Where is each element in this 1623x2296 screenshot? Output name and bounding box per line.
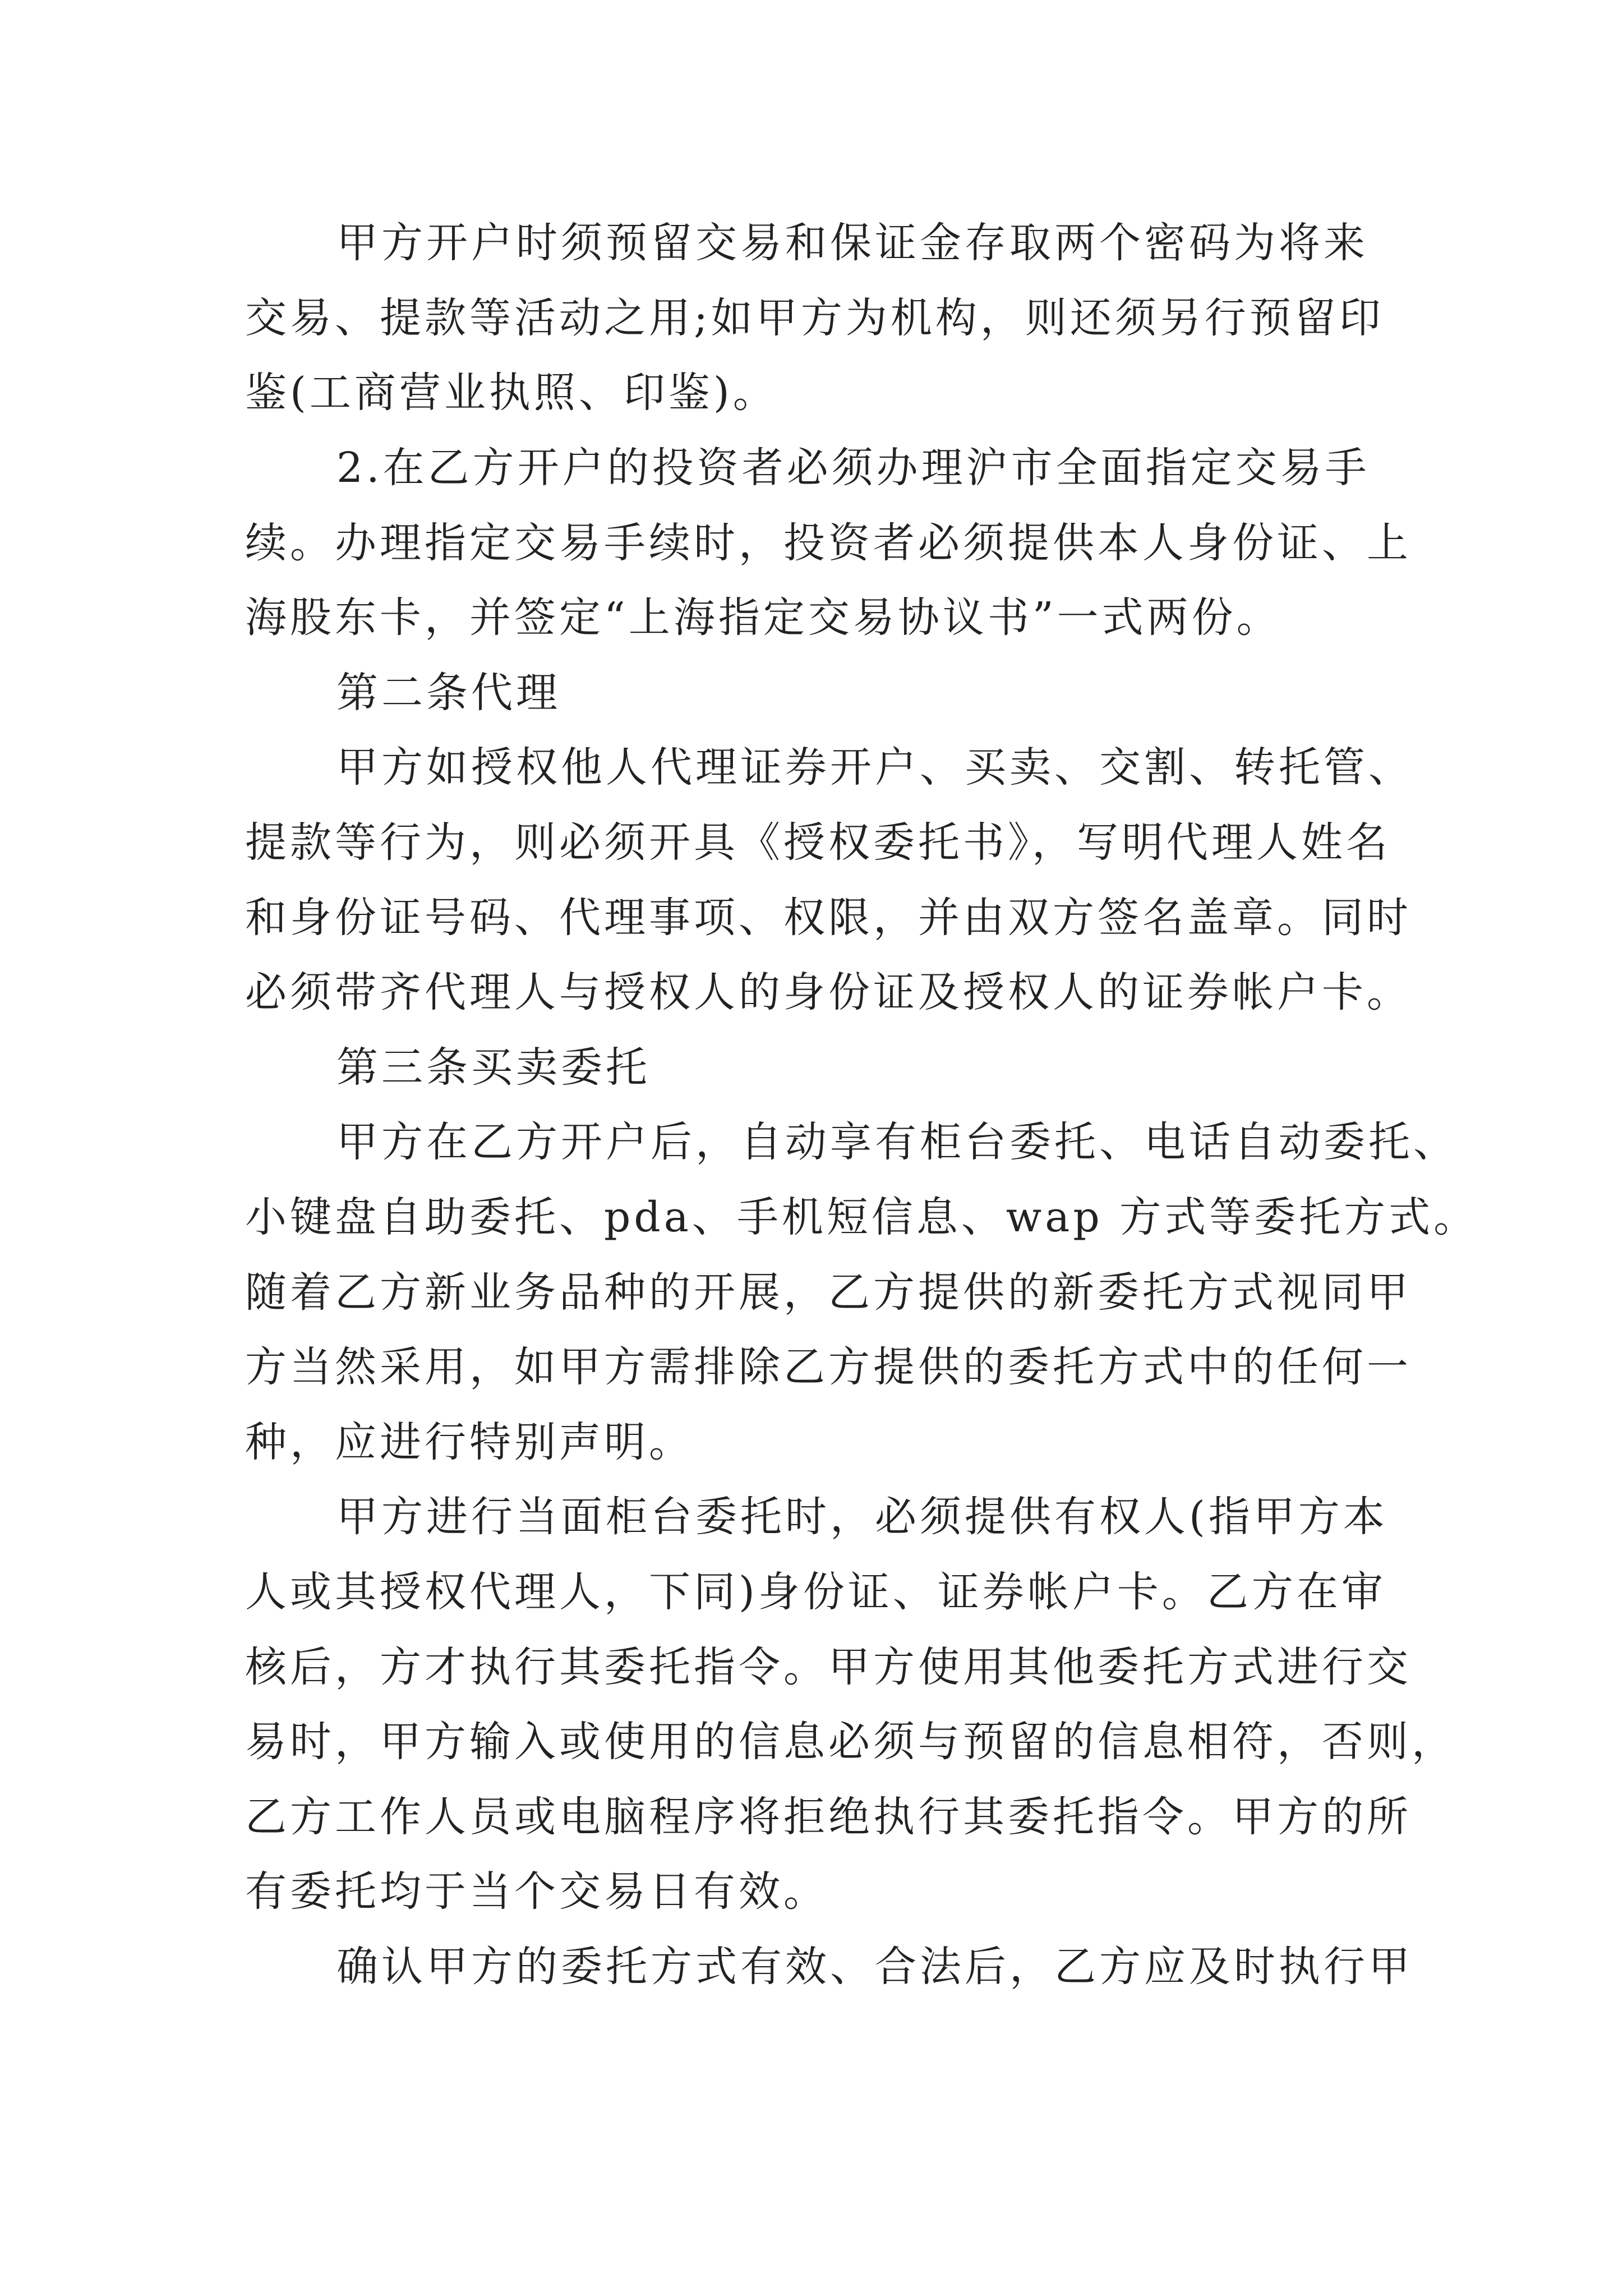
text-line: 核后，方才执行其委托指令。甲方使用其他委托方式进行交 bbox=[245, 1643, 1412, 1691]
text-line: 小键盘自助委托、pda、手机短信息、wap 方式等委托方式。 bbox=[245, 1193, 1479, 1241]
text-line: 确认甲方的委托方式有效、合法后，乙方应及时执行甲 bbox=[336, 1943, 1413, 1991]
text-line: 甲方进行当面柜台委托时，必须提供有权人(指甲方本 bbox=[336, 1493, 1388, 1541]
text-line: 乙方工作人员或电脑程序将拒绝执行其委托指令。甲方的所 bbox=[245, 1793, 1412, 1841]
text-line: 和身份证号码、代理事项、权限，并由双方签名盖章。同时 bbox=[245, 894, 1412, 942]
text-line: 随着乙方新业务品种的开展，乙方提供的新委托方式视同甲 bbox=[245, 1268, 1412, 1317]
text-line: 甲方开户时须预留交易和保证金存取两个密码为将来 bbox=[336, 219, 1368, 267]
text-line: 2.在乙方开户的投资者必须办理沪市全面指定交易手 bbox=[336, 444, 1370, 492]
text-line: 鉴(工商营业执照、印鉴)。 bbox=[245, 369, 778, 417]
text-line: 方当然采用，如甲方需排除乙方提供的委托方式中的任何一 bbox=[245, 1343, 1412, 1391]
text-line: 有委托均于当个交易日有效。 bbox=[245, 1867, 828, 1916]
text-line: 甲方如授权他人代理证券开户、买卖、交割、转托管、 bbox=[336, 743, 1413, 792]
text-line: 提款等行为，则必须开具《授权委托书》，写明代理人姓名 bbox=[245, 818, 1391, 867]
text-line: 交易、提款等活动之用;如甲方为机构，则还须另行预留印 bbox=[245, 294, 1384, 342]
text-line: 人或其授权代理人，下同)身份证、证券帐户卡。乙方在审 bbox=[245, 1568, 1386, 1616]
text-line: 海股东卡，并签定“上海指定交易协议书”一式两份。 bbox=[245, 593, 1281, 642]
text-line: 种，应进行特别声明。 bbox=[245, 1418, 694, 1466]
section-heading: 第三条买卖委托 bbox=[336, 1043, 651, 1092]
section-heading: 第二条代理 bbox=[336, 669, 561, 717]
text-line: 续。办理指定交易手续时，投资者必须提供本人身份证、上 bbox=[245, 519, 1412, 567]
text-line: 易时，甲方输入或使用的信息必须与预留的信息相符，否则， bbox=[245, 1718, 1456, 1766]
text-line: 甲方在乙方开户后，自动享有柜台委托、电话自动委托、 bbox=[336, 1118, 1458, 1166]
text-line: 必须带齐代理人与授权人的身份证及授权人的证券帐户卡。 bbox=[245, 968, 1412, 1016]
